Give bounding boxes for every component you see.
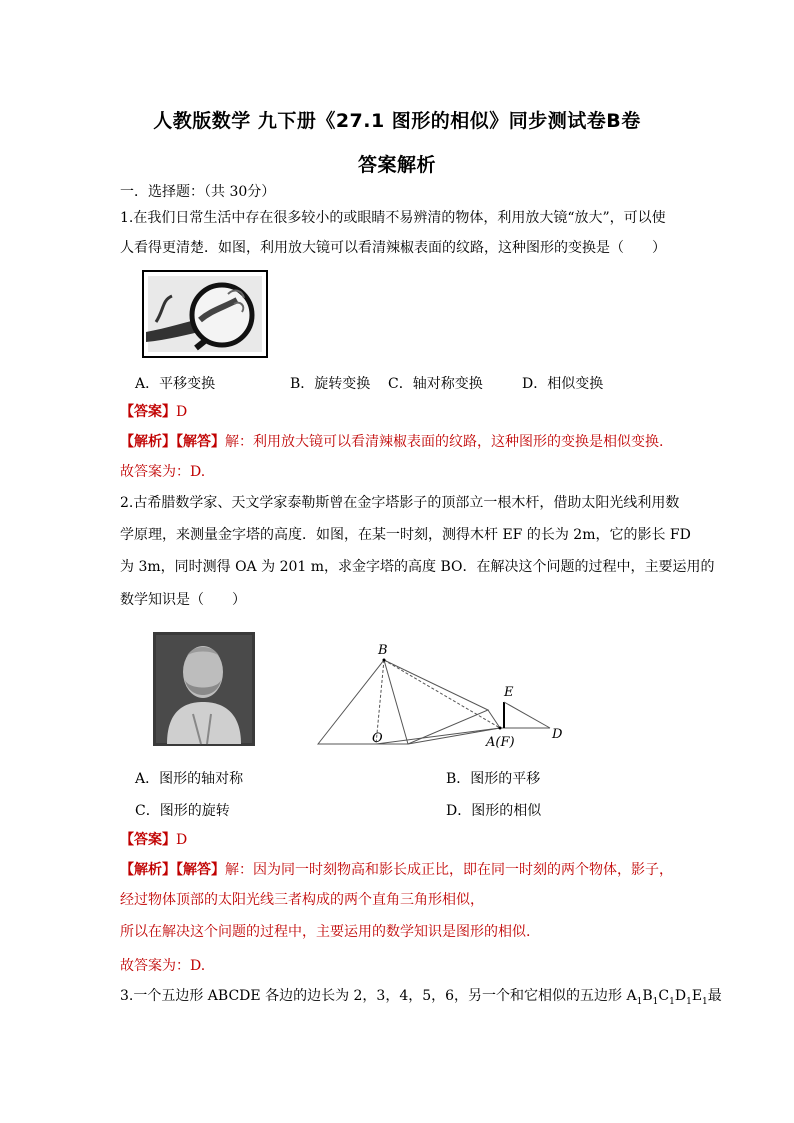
q3-sub-5: 1 <box>702 996 708 1007</box>
q2-analysis-line2: 经过物体顶部的太阳光线三者构成的两个直角三角形相似， <box>120 892 484 908</box>
q2-option-d: D．图形的相似 <box>446 803 542 819</box>
q2-analysis-tag: 【解析】【解答】 <box>120 862 225 878</box>
q1-answer <box>120 402 680 422</box>
q1-analysis <box>120 432 680 452</box>
magnifier-chili-figure <box>142 270 268 358</box>
pyramid-shadow-diagram <box>310 640 580 752</box>
q1-option-d: D．相似变换 <box>522 376 604 392</box>
q2-stem-line1: 2.古希腊数学家、天文学家泰勒斯曾在金字塔影子的顶部立一根木杆，借助太阳光线利用数 <box>120 495 680 511</box>
q3-sub-4: 1 <box>686 996 692 1007</box>
q3-letter-e: E <box>691 988 703 1004</box>
q3-sub-1: 1 <box>636 996 643 1007</box>
q2-stem-line4: 数学知识是（ ） <box>120 592 246 608</box>
q1-option-a: A．平移变换 <box>135 376 216 392</box>
q2-analysis-line3: 所以在解决这个问题的过程中，主要运用的数学知识是图形的相似. <box>120 924 531 940</box>
q1-analysis-tag: 【解析】【解答】 <box>120 434 225 450</box>
q2-answer <box>120 830 680 850</box>
q2-analysis-line1 <box>120 860 680 880</box>
q3-stem-line1 <box>120 986 722 1012</box>
q1-option-b: B．旋转变换 <box>290 376 371 392</box>
document-subtitle: 答案解析 <box>357 154 436 176</box>
label-af: A(F) <box>486 735 515 750</box>
q3-letter-b: B <box>642 988 653 1004</box>
q2-option-a: A．图形的轴对称 <box>135 771 244 787</box>
q2-conclusion: 故答案为：D. <box>120 958 206 974</box>
q2-stem-line2: 学原理，来测量金字塔的高度．如图，在某一时刻，测得木杆 EF 的长为 2m，它的影长 FD <box>120 527 691 543</box>
q1-option-c: C．轴对称变换 <box>388 376 483 392</box>
document-title: 人教版数学 九下册《27.1 图形的相似》同步测试卷B卷 <box>153 110 641 132</box>
q2-answer-tag: 【答案】 <box>120 832 176 848</box>
q1-conclusion: 故答案为：D. <box>120 464 206 480</box>
q3-letter-d: D <box>674 988 687 1004</box>
q2-stem-line3: 为 3m，同时测得 OA 为 201 m，求金字塔的高度 BO．在解决这个问题的过程中，主要运用的 <box>120 559 715 575</box>
q3-sub-3: 1 <box>669 996 675 1007</box>
q3-sub-2: 1 <box>652 996 659 1007</box>
q1-stem-line2: 人看得更清楚．如图，利用放大镜可以看清辣椒表面的纹路，这种图形的变换是（ ） <box>120 240 666 256</box>
label-o: O <box>372 731 383 746</box>
q1-stem-line1: 1.在我们日常生活中存在很多较小的或眼睛不易辨清的物体，利用放大镜“放大”，可以使 <box>120 210 666 226</box>
q3-letter-c: C <box>658 988 670 1004</box>
q2-option-b: B．图形的平移 <box>446 771 541 787</box>
q3-stem-tail: 最 <box>707 988 722 1004</box>
q2-option-c: C．图形的旋转 <box>135 803 230 819</box>
label-d: D <box>552 727 563 742</box>
q3-stem-text: 3.一个五边形 ABCDE 各边的边长为 2，3，4，5，6，另一个和它相似的五边形 A <box>120 988 637 1004</box>
q1-answer-tag: 【答案】 <box>120 404 176 420</box>
label-e: E <box>504 685 514 700</box>
q2-analysis-text1: 解：因为同一时刻物高和影长成正比，即在同一时刻的两个物体，影子， <box>225 862 673 878</box>
q1-answer-value: D <box>176 404 188 420</box>
q1-analysis-text: 解：利用放大镜可以看清辣椒表面的纹路，这种图形的变换是相似变换. <box>225 434 664 450</box>
q2-answer-value: D <box>176 832 188 848</box>
thales-bust-figure <box>153 632 255 746</box>
label-b: B <box>378 643 388 658</box>
section-heading: 一．选择题：（共 30分） <box>120 184 276 200</box>
